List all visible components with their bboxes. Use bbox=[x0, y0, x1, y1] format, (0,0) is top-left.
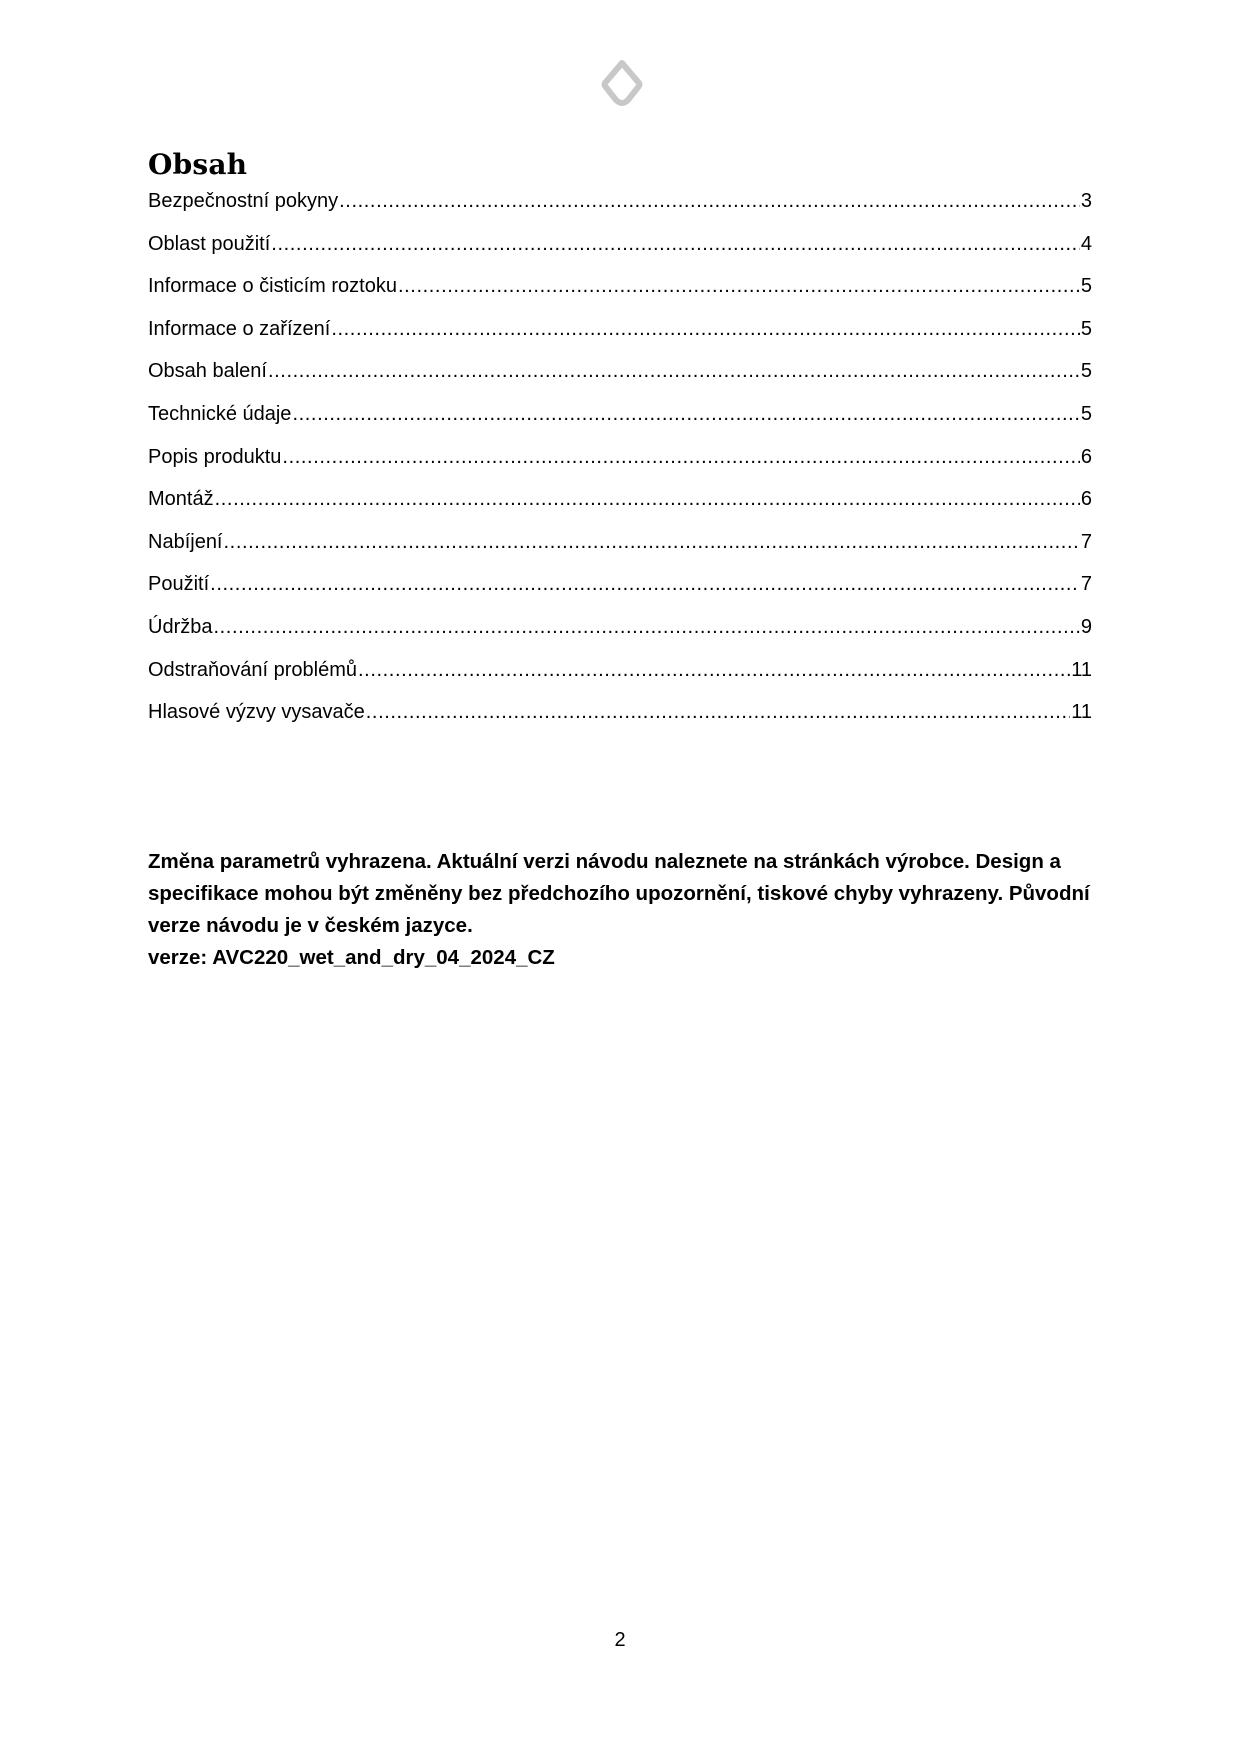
toc-entry-page: 11 bbox=[1071, 701, 1092, 724]
toc-entry-label: Montáž bbox=[148, 488, 214, 511]
toc-entry-page: 4 bbox=[1080, 232, 1092, 255]
toc-entry-page: 7 bbox=[1080, 530, 1092, 553]
page-number: 2 bbox=[614, 1629, 626, 1651]
toc-entry-page: 7 bbox=[1080, 573, 1092, 596]
toc-entry[interactable] bbox=[148, 655, 1092, 698]
toc-entry-label: Technické údaje bbox=[148, 402, 292, 425]
notice-block bbox=[148, 846, 1092, 974]
drop-logo-icon bbox=[600, 60, 644, 106]
toc-entry[interactable] bbox=[148, 314, 1092, 357]
toc-leader-dots bbox=[398, 271, 1080, 301]
toc-leader-dots bbox=[331, 314, 1080, 344]
toc-entry-page: 5 bbox=[1080, 275, 1092, 298]
toc-title: Obsah bbox=[148, 148, 248, 181]
toc-entry[interactable] bbox=[148, 569, 1092, 612]
toc-entry-page: 5 bbox=[1080, 402, 1092, 425]
toc-leader-dots bbox=[210, 569, 1080, 599]
notice-text: Změna parametrů vyhrazena. Aktuální verzi návodu naleznete na stránkách výrobce. Design a specifikace mohou být změněny bez předchozího upozornění, tiskové chyby vyhrazeny. Původní verze návodu je v českém jazyce. bbox=[148, 850, 1090, 937]
table-of-contents bbox=[148, 186, 1092, 740]
toc-entry[interactable] bbox=[148, 399, 1092, 442]
toc-entry[interactable] bbox=[148, 356, 1092, 399]
toc-entry-label: Použití bbox=[148, 573, 210, 596]
toc-entry[interactable] bbox=[148, 697, 1092, 740]
toc-leader-dots bbox=[224, 527, 1080, 557]
toc-entry-label: Informace o zařízení bbox=[148, 317, 331, 340]
toc-entry[interactable] bbox=[148, 484, 1092, 527]
toc-entry-page: 9 bbox=[1080, 615, 1092, 638]
toc-leader-dots bbox=[271, 229, 1080, 259]
toc-entry[interactable] bbox=[148, 527, 1092, 570]
toc-leader-dots bbox=[366, 697, 1070, 727]
toc-entry-page: 6 bbox=[1080, 445, 1092, 468]
toc-entry-label: Obsah balení bbox=[148, 360, 267, 383]
toc-entry-label: Hlasové výzvy vysavače bbox=[148, 701, 365, 724]
toc-entry[interactable] bbox=[148, 442, 1092, 485]
toc-entry-label: Informace o čisticím roztoku bbox=[148, 275, 397, 298]
toc-entry-label: Oblast použití bbox=[148, 232, 271, 255]
version-string: verze: AVC220_wet_and_dry_04_2024_CZ bbox=[148, 946, 555, 969]
toc-leader-dots bbox=[282, 442, 1079, 472]
toc-entry-label: Údržba bbox=[148, 615, 213, 638]
toc-leader-dots bbox=[213, 612, 1079, 642]
toc-leader-dots bbox=[292, 399, 1079, 429]
toc-entry[interactable] bbox=[148, 229, 1092, 272]
toc-entry[interactable] bbox=[148, 271, 1092, 314]
toc-entry-label: Nabíjení bbox=[148, 530, 223, 553]
toc-leader-dots bbox=[215, 484, 1080, 514]
toc-leader-dots bbox=[339, 186, 1080, 216]
toc-leader-dots bbox=[268, 356, 1080, 386]
toc-entry[interactable] bbox=[148, 612, 1092, 655]
toc-entry-label: Popis produktu bbox=[148, 445, 282, 468]
toc-entry-page: 3 bbox=[1080, 190, 1092, 212]
toc-entry-page: 5 bbox=[1080, 360, 1092, 383]
toc-entry-label: Odstraňování problémů bbox=[148, 658, 358, 681]
toc-entry-page: 6 bbox=[1080, 488, 1092, 511]
toc-entry-label: Bezpečnostní pokyny bbox=[148, 190, 339, 212]
toc-entry[interactable] bbox=[148, 186, 1092, 229]
toc-leader-dots bbox=[358, 655, 1070, 685]
toc-entry-page: 5 bbox=[1080, 317, 1092, 340]
toc-entry-page: 11 bbox=[1071, 658, 1092, 681]
